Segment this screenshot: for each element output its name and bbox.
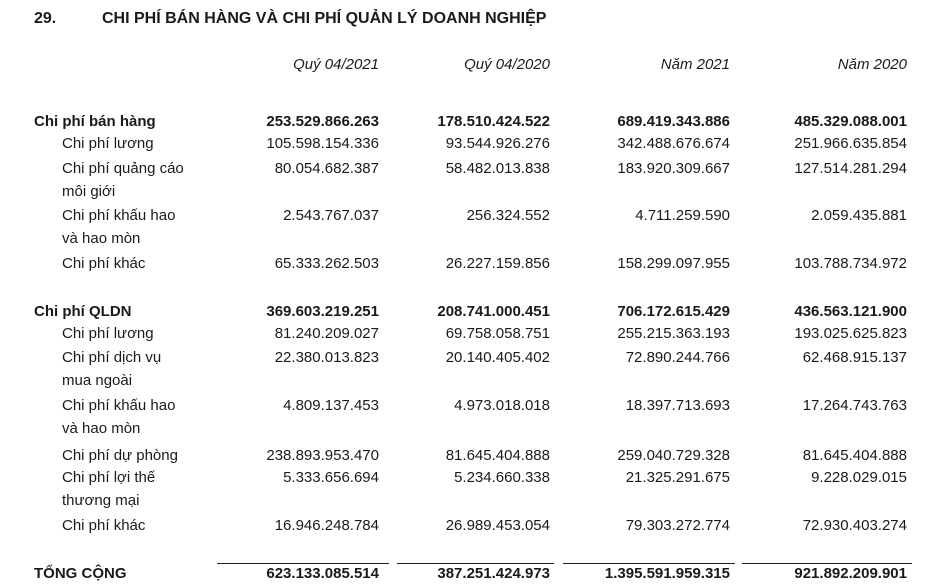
total-rule (563, 563, 735, 564)
row-value: 58.482.013.838 (445, 160, 550, 177)
row-value: 5.234.660.338 (454, 469, 550, 486)
row-value: 81.240.209.027 (274, 325, 379, 342)
row-value: 9.228.029.015 (811, 469, 907, 486)
row-value: 485.329.088.001 (794, 113, 907, 130)
row-value: 69.758.058.751 (445, 325, 550, 342)
row-label: Chi phí lợi thế (62, 469, 156, 486)
total-rule (217, 563, 389, 564)
row-value: 251.966.635.854 (794, 135, 907, 152)
section-title: CHI PHÍ BÁN HÀNG VÀ CHI PHÍ QUẢN LÝ DOANH NGHIỆP (102, 10, 547, 27)
row-value: 105.598.154.336 (266, 135, 379, 152)
row-value: 65.333.262.503 (274, 255, 379, 272)
row-value: 436.563.121.900 (794, 303, 907, 320)
row-value: 706.172.615.429 (617, 303, 730, 320)
row-value: 1.395.591.959.315 (604, 565, 730, 582)
row-value: 22.380.013.823 (274, 349, 379, 366)
row-value: 253.529.866.263 (266, 113, 379, 130)
row-label: Chi phí bán hàng (34, 113, 156, 130)
section-number: 29. (34, 10, 57, 27)
row-value: 193.025.625.823 (794, 325, 907, 342)
row-value: 689.419.343.886 (617, 113, 730, 130)
row-value: 127.514.281.294 (794, 160, 907, 177)
column-header-year-2020: Năm 2020 (837, 56, 907, 73)
row-value: 26.989.453.054 (445, 517, 550, 534)
row-label: Chi phí dịch vụ (62, 349, 162, 366)
row-value: 158.299.097.955 (617, 255, 730, 272)
row-value: 79.303.272.774 (625, 517, 730, 534)
row-value: 259.040.729.328 (617, 447, 730, 464)
row-value: 256.324.552 (466, 207, 550, 224)
row-value: 21.325.291.675 (625, 469, 730, 486)
row-label: Chi phí lương (62, 135, 154, 152)
row-value: 103.788.734.972 (794, 255, 907, 272)
row-value: 16.946.248.784 (274, 517, 379, 534)
row-value: 72.890.244.766 (625, 349, 730, 366)
row-label: Chi phí dự phòng (62, 447, 178, 464)
row-value: 623.133.085.514 (266, 565, 379, 582)
row-label-continued: và hao mòn (62, 230, 141, 247)
column-header-q4-2020: Quý 04/2020 (464, 56, 550, 73)
row-label: Chi phí khấu hao (62, 207, 176, 224)
row-value: 72.930.403.274 (802, 517, 907, 534)
row-value: 80.054.682.387 (274, 160, 379, 177)
row-value: 369.603.219.251 (266, 303, 379, 320)
row-value: 4.809.137.453 (283, 397, 379, 414)
row-value: 93.544.926.276 (445, 135, 550, 152)
row-value: 20.140.405.402 (445, 349, 550, 366)
row-label-continued: thương mại (62, 492, 140, 509)
row-value: 208.741.000.451 (437, 303, 550, 320)
row-value: 2.543.767.037 (283, 207, 379, 224)
row-value: 4.711.259.590 (635, 207, 730, 224)
row-label: Chi phí khấu hao (62, 397, 176, 414)
row-value: 387.251.424.973 (437, 565, 550, 582)
column-header-year-2021: Năm 2021 (660, 56, 730, 73)
row-label: Chi phí lương (62, 325, 154, 342)
row-value: 4.973.018.018 (454, 397, 550, 414)
row-value: 342.488.676.674 (617, 135, 730, 152)
row-value: 178.510.424.522 (437, 113, 550, 130)
section-heading (34, 10, 546, 28)
row-value: 5.333.656.694 (283, 469, 379, 486)
row-value: 238.893.953.470 (266, 447, 379, 464)
row-label-continued: mua ngoài (62, 372, 133, 389)
row-value: 183.920.309.667 (617, 160, 730, 177)
row-value: 81.645.404.888 (802, 447, 907, 464)
row-label: Chi phí khác (62, 517, 146, 534)
row-value: 62.468.915.137 (802, 349, 907, 366)
row-value: 255.215.363.193 (617, 325, 730, 342)
total-rule (742, 563, 912, 564)
row-value: 2.059.435.881 (811, 207, 907, 224)
row-value: 26.227.159.856 (445, 255, 550, 272)
row-value: 921.892.209.901 (794, 565, 907, 582)
total-rule (397, 563, 554, 564)
row-label: Chi phí khác (62, 255, 146, 272)
row-label: Chi phí QLDN (34, 303, 132, 320)
row-value: 18.397.713.693 (625, 397, 730, 414)
row-label-continued: và hao mòn (62, 420, 141, 437)
column-header-q4-2021: Quý 04/2021 (293, 56, 379, 73)
row-label-continued: môi giới (62, 183, 116, 200)
row-label: Chi phí quảng cáo (62, 160, 184, 177)
row-value: 17.264.743.763 (802, 397, 907, 414)
row-label: TỔNG CỘNG (34, 565, 127, 582)
row-value: 81.645.404.888 (445, 447, 550, 464)
